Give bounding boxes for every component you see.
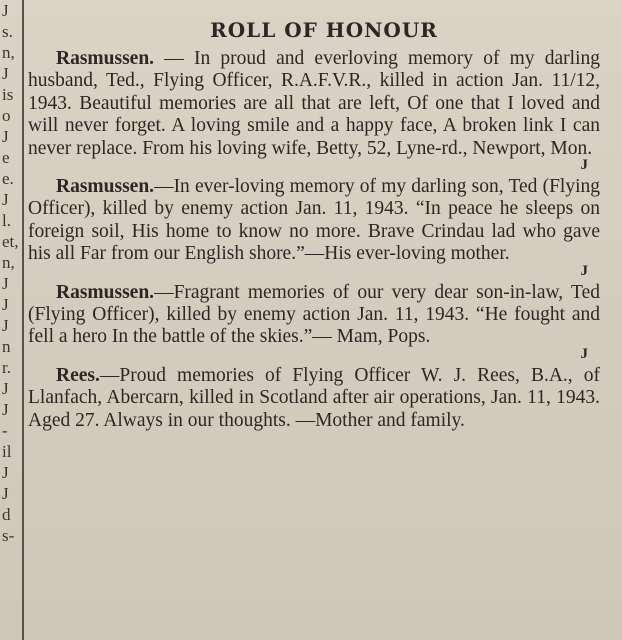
margin-fragment: d [2,505,11,524]
notice-mark: J [580,157,588,174]
notice-mark: J [580,345,588,362]
section-heading: ROLL OF HONOUR [210,18,438,42]
margin-fragment: J [2,1,9,20]
margin-fragment: e [2,148,10,167]
margin-fragment: J [2,484,9,503]
memorial-notice [28,48,600,174]
margin-fragment: e. [2,169,14,188]
margin-fragment: l. [2,211,11,230]
notice-text: —In ever-loving memory of my darling son, Ted (Flying Officer), killed by enemy action Jan. 11, 1943. “In peace he sleeps on foreign soil, His home to know no more. Brave Crindau lad who gave his all Far from our English shore.”—His ever-loving mother. [28,176,600,265]
margin-fragment: n [2,337,11,356]
notice-surname: Rasmussen. [56,281,155,303]
notice-mark: J [580,262,588,279]
margin-fragment: n, [2,43,15,62]
margin-fragment: J [2,316,9,335]
margin-fragment: et, [2,232,19,251]
memorial-notice [28,281,600,362]
notice-surname: Rasmussen. [56,48,155,69]
margin-fragment: J [2,379,9,398]
margin-fragment: J [2,463,9,482]
margin-fragment: J [2,127,9,146]
memorial-notice [28,365,600,432]
margin-fragment: J [2,274,9,293]
memorial-notice [28,176,600,279]
margin-fragment: r. [2,358,11,377]
adjacent-column-fragments [0,0,22,640]
margin-fragment: J [2,400,9,419]
notice-text: — In proud and everloving memory of my darling husband, Ted., Flying Officer, R.A.F.V.R., killed in action Jan. 11/12, 1943. Beautiful memories are all that are left, Of one that I loved and will never forget. A loving smile and a happy face, A broken link I can never replace. From his loving wife, Betty, 52, Lyne-rd., Newport, Mon. [28,48,600,159]
margin-fragment: is [2,85,14,104]
notice-text: —Proud memories of Flying Officer W. J. Rees, B.A., of Llanfach, Abercarn, killed in Scotland after air operations, Jan. 11, 1943. Aged 27. Always in our thoughts. —Mother and family. [28,364,600,431]
margin-fragment: - [2,421,8,440]
column-rule [22,0,24,640]
margin-fragment: J [2,64,9,83]
notice-surname: Rasmussen. [56,176,155,198]
margin-fragment: J [2,295,9,314]
margin-fragment: n, [2,253,15,272]
margin-fragment: J [2,190,9,209]
margin-fragment: il [2,442,12,461]
margin-fragment: s. [2,22,13,41]
margin-fragment: o [2,106,11,125]
notice-text: —Fragrant memories of our very dear son-in-law, Ted (Flying Officer), killed by enemy action Jan. 11, 1943. “He fought and fell a hero In the battle of the skies.”— Mam, Pops. [28,281,600,348]
notice-surname: Rees. [56,364,100,386]
roll-of-honour-column [28,14,600,438]
margin-fragment: s- [2,526,15,545]
